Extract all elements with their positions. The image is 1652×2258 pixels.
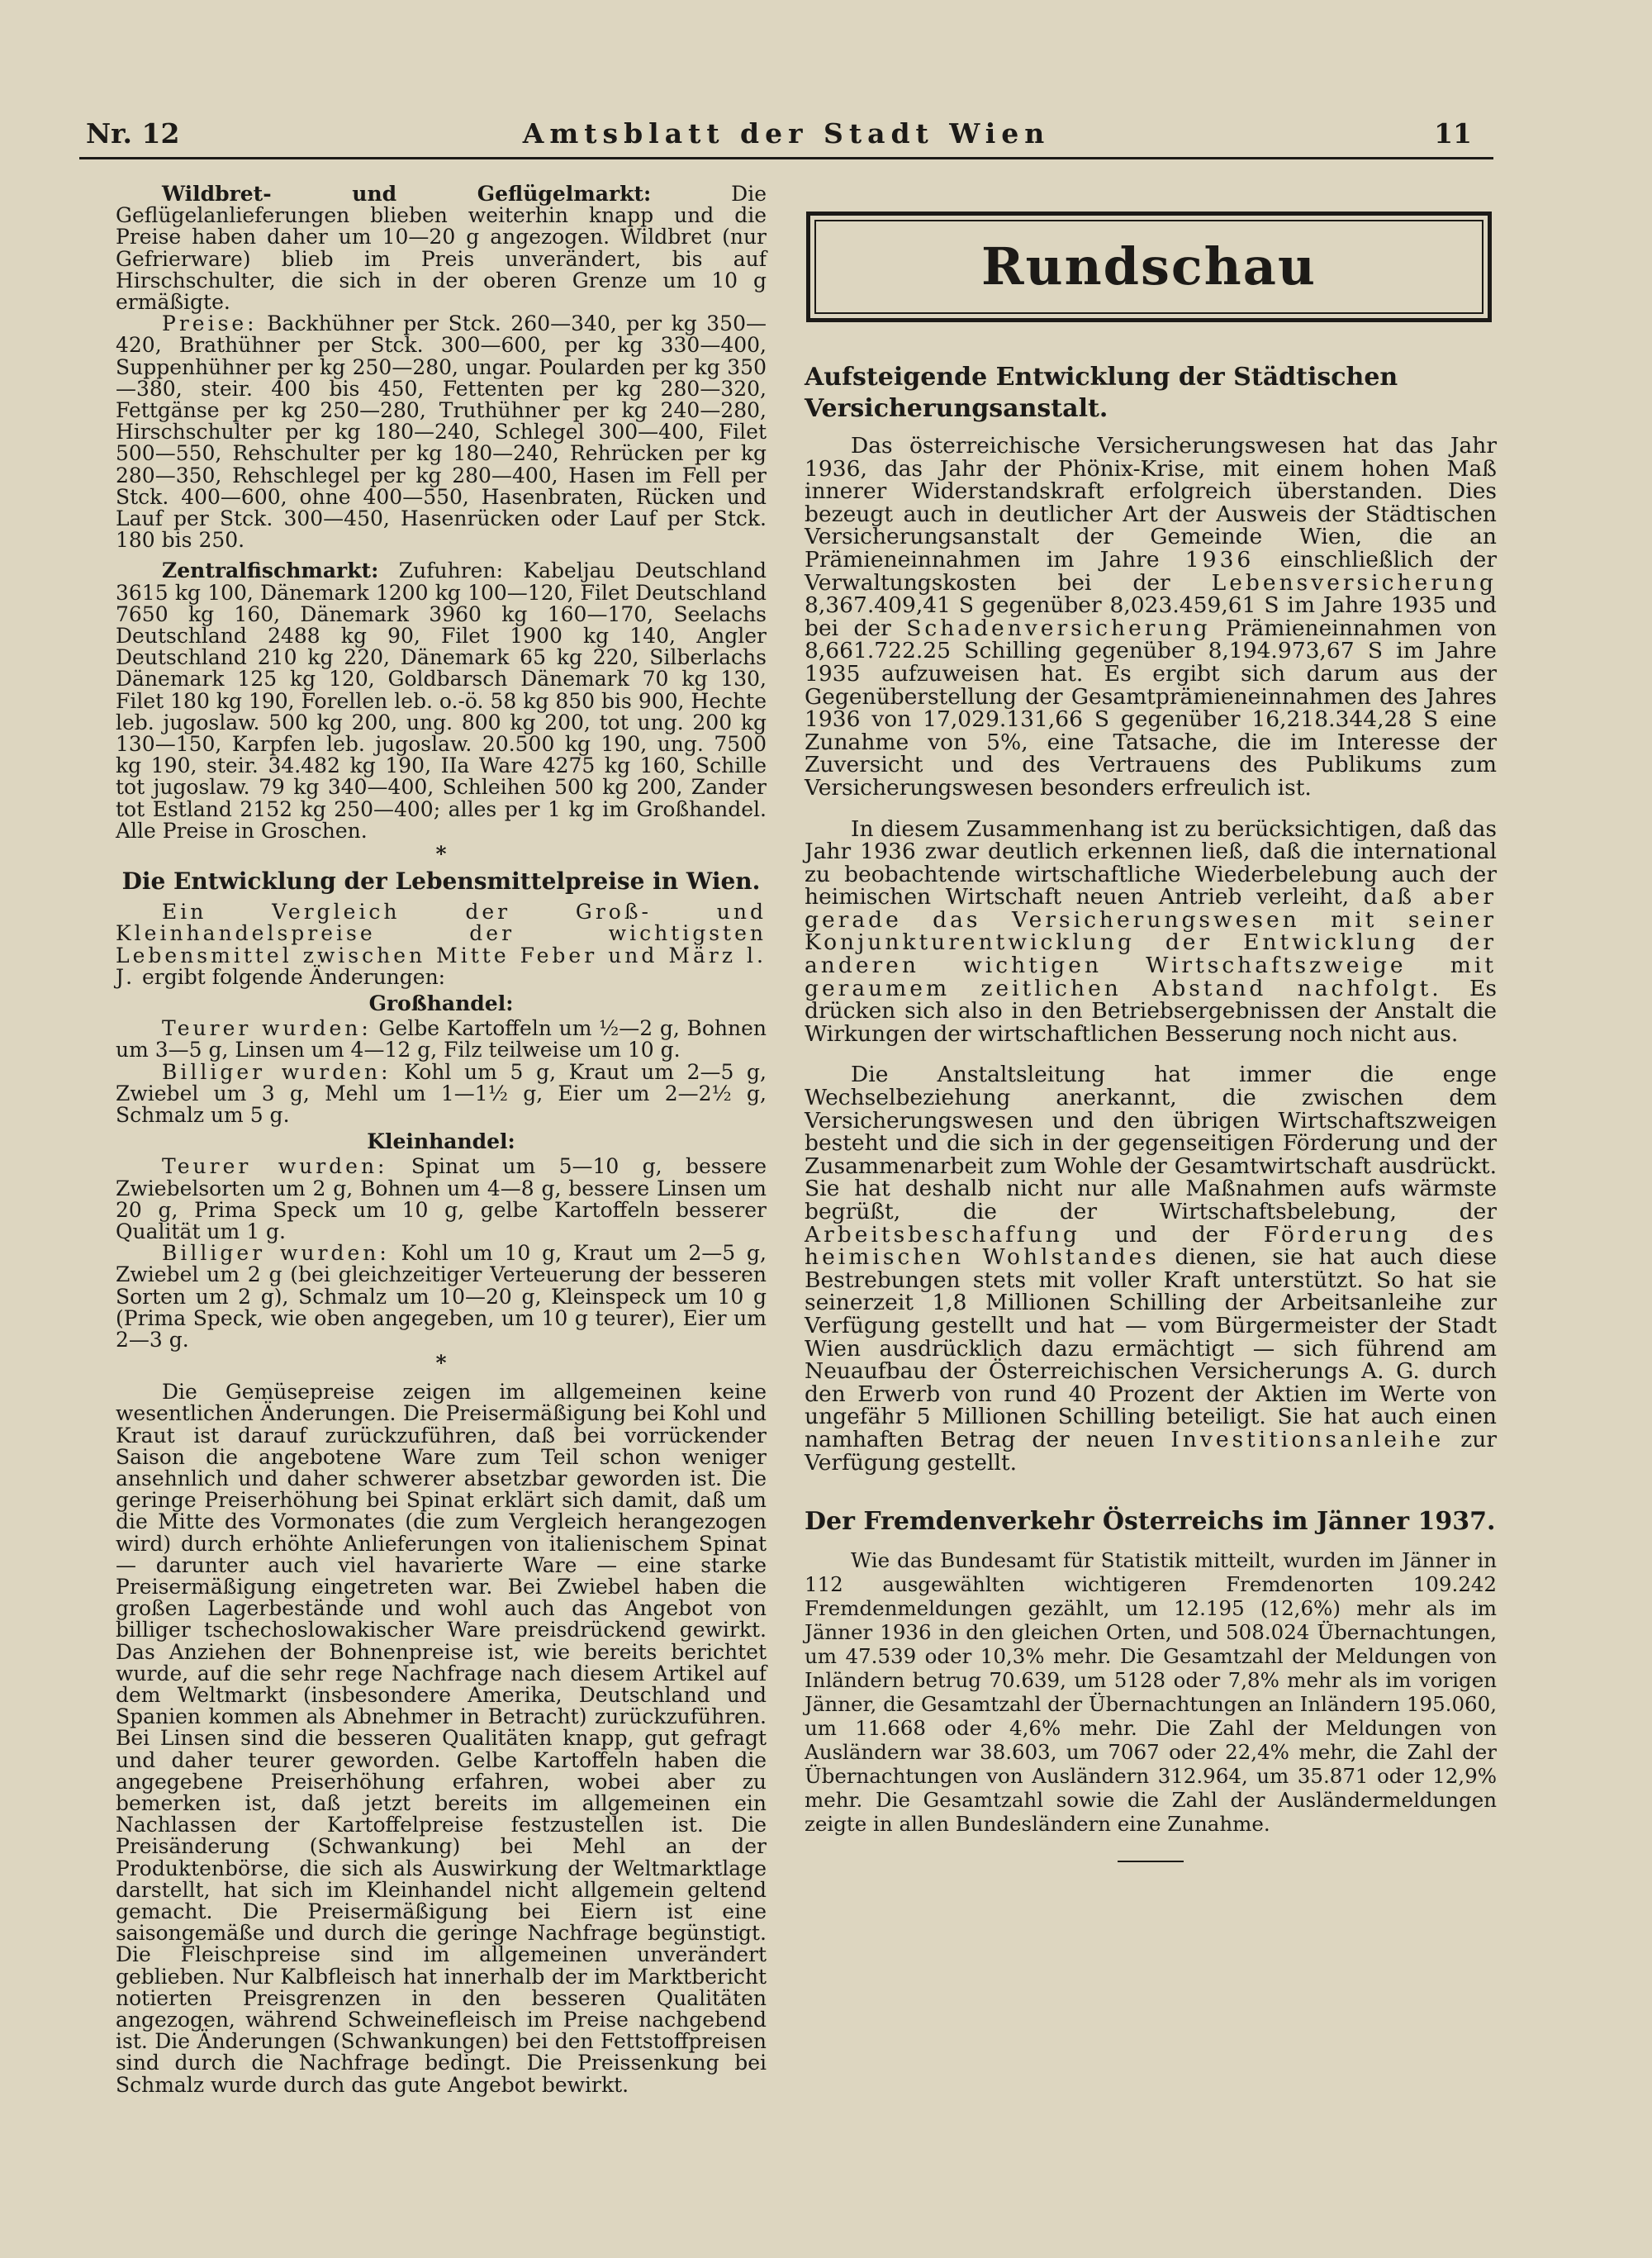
text-run: Die Anstaltsleitung hat immer die enge Wechselbeziehung anerkannt, die zwischen dem Versicherungswesen und den übrigen Wirtschaftszweigen besteht und die sich in der gegenseitigen Förderung und der Zusammenarbeit zum Wohle der Gesamtwirtschaft ausdrückt. Sie hat deshalb nicht nur alle Maßnahmen aufs wärmste begrüßt, die der Wirtschaftsbelebung, der	[805, 1062, 1497, 1224]
billiger-run-in: Billiger wurden:	[162, 1059, 392, 1084]
page-number: 11	[1434, 117, 1472, 150]
text-run: Es drücken sich also in den Betriebsergebnissen der Anstalt die Wirkungen der wirtschaftlichen Besserung noch nicht aus.	[805, 975, 1497, 1047]
section-title-lebensmittelpreise: Die Entwicklung der Lebensmittelpreise in Wien.	[121, 868, 761, 896]
spaced-term-foerderung: Förderung des heimischen Wohlstandes	[805, 1221, 1497, 1271]
text-run: dienen, sie hat auch diese Bestrebungen stets mit voller Kraft unterstützt. So hat sie seinerzeit 1,8 Millionen Schilling der Arbeitsanleihe zur Verfügung gestellt und hat — vom Bürgermeister der Stadt Wien ausdrücklich dazu ermächtigt — sich führend am Neuaufbau der Österreichischen Versicherungs A. G. durch den Erwerb von rund 40 Prozent der Aktien im Werte von ungefähr 5 Millionen Schilling beteiligt. Sie hat auch einen namhaften Betrag der neuen	[805, 1244, 1497, 1452]
preise-text: Backhühner per Stck. 260—340, per kg 350—420, Brathühner per Stck. 300—600, per kg 330—400, Suppenhühner per kg 250—280, ungar. Poularden per kg 350—380, steir. 400 bis 450, Fettenten per kg 280—320, Fettgänse per kg 250—280, Truthühner per kg 240—280, Hirschschulter per kg 180—240, Schlegel 300—400, Filet 500—550, Rehschulter per kg 180—240, Rehrücken per kg 280—350, Rehschlegel per kg 280—400, Hasen im Fell per Stck. 400—600, ohne 400—550, Hasenbraten, Rücken und Lauf per Stck. 300—450, Hasenrücken oder Lauf per Stck. 180 bis 250.	[116, 311, 767, 553]
article-paragraph	[805, 1063, 1497, 1474]
section-separator: *	[435, 842, 447, 867]
spaced-term-arbeitsbeschaffung: Arbeitsbeschaffung	[805, 1221, 1080, 1248]
lebensmittel-intro	[116, 901, 767, 988]
end-rule	[1118, 1861, 1184, 1862]
spaced-term-lebensversicherung: Lebensversicherung	[1211, 569, 1497, 596]
preise-run-in: Preise:	[162, 311, 258, 336]
text-run: In diesem Zusammenhang ist zu berücksichtigen, daß das Jahr 1936 zwar deutlich erkennen ließ, daß die international zu beobachtende wirtschaftliche Wiederbelebung auch der heimischen Wirtschaft neuen Antrieb verleiht,	[805, 815, 1497, 910]
rundschau-heading: Rundschau	[814, 220, 1483, 314]
spaced-emphasis: daß aber gerade das Versicherungswesen mit seiner Konjunkturentwicklung der Entwicklung der anderen wichtigen Wirtschaftszweige mit geraumem zeitlichen Abstand nachfolgt.	[805, 884, 1497, 1001]
fremdenverkehr-paragraph: Wie das Bundesamt für Statistik mitteilt, wurden im Jänner in 112 ausgewählten wichtigeren Fremdenorten 109.242 Fremdenmeldungen gezählt, um 12.195 (12,6%) mehr als im Jänner 1936 in den gleichen Orten, und 508.024 Übernachtungen, um 47.539 oder 10,3% mehr. Die Gesamtzahl der Meldungen von Inländern betrug 70.639, um 5128 oder 7,8% mehr als im vorigen Jänner, die Gesamtzahl der Übernachtungen an Inländern 195.060, um 11.668 oder 4,6% mehr. Die Zahl der Meldungen von Ausländern war 38.603, um 7067 oder 22,4% mehr, die Zahl der Übernachtungen von Ausländern 312.964, um 35.871 oder 12,9% mehr. Die Gesamtzahl sowie die Zahl der Ausländermeldungen zeigte in allen Bundesländern eine Zunahme.	[805, 1548, 1497, 1837]
intro-text: ergibt folgende Änderungen:	[135, 964, 446, 989]
gemuesepreise-paragraph: Die Gemüsepreise zeigen im allgemeinen keine wesentlichen Änderungen. Die Preisermäßigung bei Kohl und Kraut ist darauf zurückzuführen, daß bei vorrückender Saison die angebotene Ware zum Teil schon weniger ansehnlich und daher schwerer absetzbar geworden ist. Die geringe Preiserhöhung bei Spinat erklärt sich damit, daß um die Mitte des Vormonates (die zum Vergleich herangezogen wird) durch erhöhte Anlieferungen von italienischem Spinat — darunter auch viel havarierte Ware — eine starke Preisermäßigung eingetreten war. Bei Zwiebel haben die großen Lagerbestände und wohl auch das Angebot von billiger tschechoslowakischer Ware preisdrückend gewirkt. Das Anziehen der Bohnenpreise ist, wie bereits berichtet wurde, auf die sehr rege Nachfrage nach diesem Artikel auf dem Weltmarkt (insbesondere Amerika, Deutschland und Spanien kommen als Abnehmer in Betracht) zurückzuführen. Bei Linsen sind die besseren Qualitäten knapp, gut gefragt und daher teurer geworden. Gelbe Kartoffeln haben die angegebene Preiserhöhung erfahren, wobei aber zu bemerken ist, daß jetzt bereits im allgemeinen ein Nachlassen der Kartoffelpreise festzustellen ist. Die Preisänderung (Schwankung) bei Mehl an der Produktenbörse, die sich als Auswirkung der Weltmarktlage darstellt, hat sich im Kleinhandel nicht allgemein geltend gemacht. Die Preisermäßigung bei Eiern ist eine saisongemäße und durch die geringe Nachfrage begünstigt. Die Fleischpreise sind im allgemeinen unverändert geblieben. Nur Kalbfleisch hat innerhalb der im Marktbericht notierten Preisgrenzen in den besseren Qualitäten angezogen, während Schweinefleisch im Preise nachgebend ist. Die Änderungen (Schwankungen) bei den Fettstoffpreisen sind durch die Nachfrage bedingt. Die Preissenkung bei Schmalz wurde durch das gute Angebot bewirkt.	[116, 1380, 767, 2097]
text-run: und der	[1080, 1221, 1264, 1248]
grosshandel-billiger	[116, 1059, 767, 1127]
issue-number: Nr. 12	[86, 117, 180, 150]
grosshandel-billiger-text: Kohl um 5 g, Kraut um 2—5 g, Zwiebel um 3 g, Mehl um 1—1½ g, Eier um 2—2½ g, Schmalz um 5 g.	[116, 1059, 767, 1127]
text-run: einschließlich der Verwaltungskosten bei der	[805, 546, 1498, 596]
wildbret-text: Die Geflügelanlieferungen blieben weiterhin knapp und die Preise haben daher um 10—20 g angezogen. Wildbret (nur Gefrierware) blieb im Preis unverändert, bis auf Hirschschulter, die sich in der oberen Grenze um 10 g ermäßigte.	[116, 182, 767, 315]
wildbret-paragraph	[116, 183, 767, 313]
text-run: zur Verfügung gestellt.	[805, 1426, 1497, 1476]
article-paragraph	[805, 815, 1497, 1047]
text-run: Prämieneinnahmen von 8,661.722.25 Schilling gegenüber 8,194.973,67 S im Jahre 1935 aufzuweisen hat. Es ergibt sich darum aus der Gegenüberstellung der Gesamtprämieneinnahmen des Jahres 1936 von 17,029.131,66 S gegenüber 16,218.344,28 S eine Zunahme von 5%, eine Tatsache, die im Interesse der Zuversicht und des Vertrauens des Publikums zum Versicherungswesen besonders erfreulich ist.	[805, 615, 1497, 801]
intro-spaced-text: Ein Vergleich der Groß- und Kleinhandelspreise der wichtigsten Lebensmittel zwischen Mitte Feber und März l. J.	[116, 900, 767, 989]
rundschau-frame	[806, 212, 1492, 322]
subheading-kleinhandel: Kleinhandel:	[367, 1129, 515, 1154]
preise-paragraph	[116, 313, 767, 551]
kleinhandel-teurer	[116, 1156, 767, 1243]
wildbret-run-in: Wildbret- und Geflügelmarkt:	[162, 182, 652, 206]
zentralfischmarkt-run-in: Zentralfischmarkt:	[162, 559, 379, 583]
page-header	[79, 116, 1493, 159]
billiger-run-in: Billiger wurden:	[162, 1241, 390, 1266]
text-run: Das österreichische Versicherungswesen hat das Jahr 1936, das Jahr der Phönix-Krise, mit einem hohen Maß innerer Widerstandskraft erfolgreich überstanden. Dies bezeugt auch in deutlicher Art der Ausweis der Städtischen Versicherungsanstalt der Gemeinde Wien, die an Prämieneinnahmen im Jahre	[805, 433, 1497, 573]
teurer-run-in: Teurer wurden:	[162, 1016, 372, 1041]
spaced-term-schadenversicherung: Schadenversicherung	[906, 615, 1211, 641]
zentralfischmarkt-text: Zufuhren: Kabeljau Deutschland 3615 kg 100, Dänemark 1200 kg 100—120, Filet Deutschland 7650 kg 160, Dänemark 3960 kg 160—170, Seelachs Deutschland 2488 kg 90, Filet 1900 kg 140, Angler Deutschland 210 kg 220, Dänemark 65 kg 220, Silberlachs Dänemark 125 kg 120, Goldbarsch Dänemark 70 kg 130, Filet 180 kg 190, Forellen leb. o.-ö. 58 kg 850 bis 900, Hechte leb. jugoslaw. 500 kg 200, ung. 800 kg 200, tot ung. 200 kg 130—150, Karpfen leb. jugoslaw. 20.500 kg 190, ung. 7500 kg 190, steir. 34.482 kg 190, IIa Ware 4275 kg 160, Schille tot jugoslaw. 79 kg 340—400, Schleihen 500 kg 200, Zander tot Estland 2152 kg 250—400; alles per 1 kg im Großhandel. Alle Preise in Groschen.	[116, 559, 767, 843]
teurer-run-in: Teurer wurden:	[162, 1154, 388, 1179]
spaced-year: 1936	[1184, 546, 1255, 573]
section-separator: *	[435, 1351, 447, 1376]
left-column	[116, 183, 767, 2096]
article-title-versicherungsanstalt: Aufsteigende Entwicklung der Städtischen Versicherungsanstalt.	[805, 363, 1398, 423]
kleinhandel-teurer-text: Spinat um 5—10 g, bessere Zwiebelsorten um 2 g, Bohnen um 4—8 g, bessere Linsen um 20 g, Prima Speck um 10 g, gelbe Kartoffeln besserer Qualität um 1 g.	[116, 1154, 767, 1243]
grosshandel-teurer	[116, 1018, 767, 1061]
kleinhandel-billiger-text: Kohl um 10 g, Kraut um 2—5 g, Zwiebel um 2 g (bei gleichzeitiger Verteuerung der besseren Sorten um 2 g), Schmalz um 10—20 g, Kleinspeck um 10 g (Prima Speck, wie oben angegeben, um 10 g teurer), Eier um 2—3 g.	[116, 1241, 767, 1352]
kleinhandel-billiger	[116, 1243, 767, 1351]
subheading-grosshandel: Großhandel:	[368, 991, 514, 1015]
publication-title: Amtsblatt der Stadt Wien	[522, 117, 1051, 150]
spaced-term-investitionsanleihe: Investitionsanleihe	[1170, 1426, 1445, 1452]
article-paragraph	[805, 435, 1497, 800]
grosshandel-teurer-text: Gelbe Kartoffeln um ½—2 g, Bohnen um 3—5 g, Linsen um 4—12 g, Filz teilweise um 10 g.	[116, 1016, 767, 1062]
article-title-fremdenverkehr: Der Fremdenverkehr Österreichs im Jänner 1937.	[805, 1507, 1496, 1537]
right-column	[805, 183, 1497, 1862]
text-run: 8,367.409,41 S gegenüber 8,023.459,61 S im Jahre 1935 und bei der	[805, 592, 1497, 641]
zentralfischmarkt-paragraph	[116, 560, 767, 842]
